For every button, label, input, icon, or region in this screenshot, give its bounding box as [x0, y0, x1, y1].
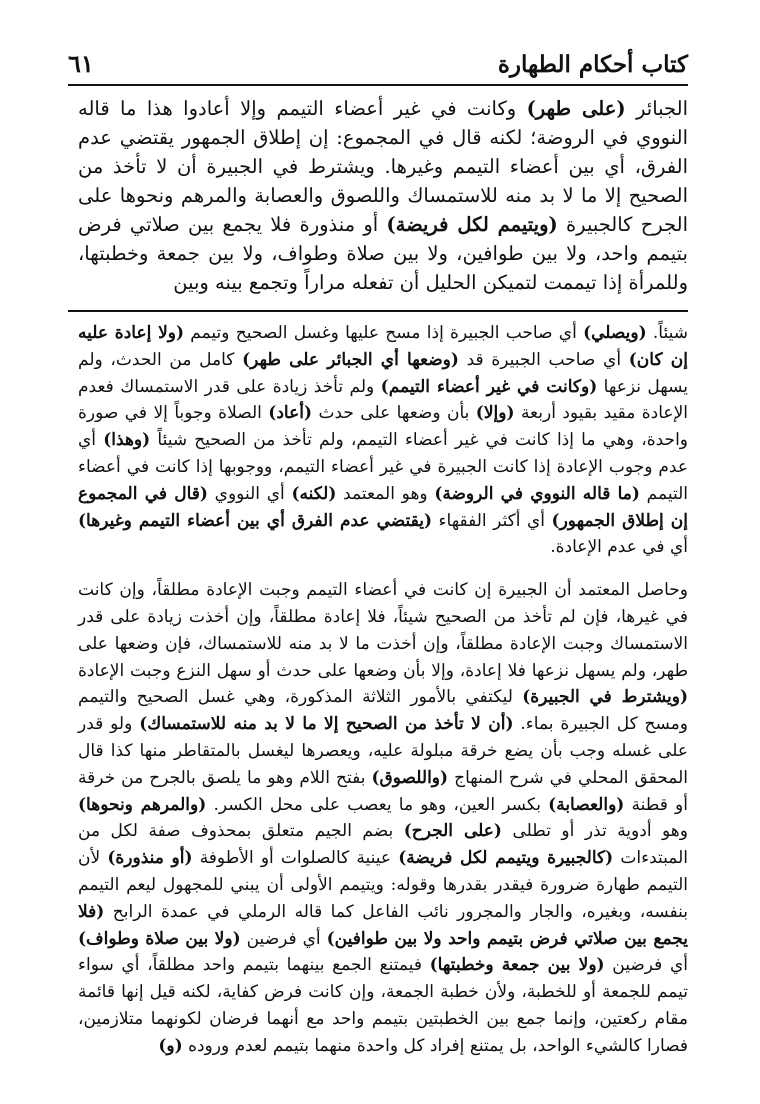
- main-text: [78, 94, 688, 297]
- text-segment: ولو قدر على غسله وجب بأن يضع خرقة مبلولة عليه، ويعصرها ليغسل بالمتقاطر منها كذا قال المحقق المحلي في شرح المنهاج: [78, 714, 689, 788]
- text-segment: أي فرضين: [604, 955, 688, 976]
- text-segment: شيئاً.: [646, 323, 688, 343]
- matn-quote: (أن لا تأخذ من الصحيح إلا ما لا بد منه للاستمساك): [139, 714, 514, 735]
- matn-quote: (ويصلي): [583, 323, 647, 343]
- text-segment: أو منذورة فلا يجمع بين صلاتي فرض بتيمم واحد، ولا بين طوافين، ولا بين صلاة وطواف، ولا بين جمعة وخطبتها، وللمرأة إذا تيممت لتميكن الحليل أن تفعله مراراً وتجمع بينه وبين: [78, 213, 688, 294]
- text-segment: فيمتنع الجمع بينهما بتيمم واحد مطلقاً، أي سواء تيمم للجمعة أو للخطبة، ولأن خطبة الجمعة، وإن كانت فرض كفاية، لكنه قيل إنها قائمة مقام ركعتين، وإنما جمع بين الخطبتين بتيمم واحد مع أنهما فرضان لكونهما متلازمين، فصارا كالشيء الواحد، بل يمتنع إفراد كل واحدة منهما بتيمم لعدم وروده: [78, 955, 688, 1056]
- commentary-paragraph-1: [78, 320, 688, 561]
- text-segment: أي فرضين: [240, 928, 327, 949]
- commentary-paragraph-2: [78, 577, 688, 1059]
- matn-quote: (و): [158, 1035, 183, 1056]
- text-segment: كامل من الحدث، ولم يسهل نزعها: [78, 349, 689, 397]
- text-segment: بأن وضعها على حدث: [312, 403, 476, 424]
- matn-quote: (وكانت في غير أعضاء التيمم): [380, 376, 598, 397]
- matn-quote: (على الجرح): [403, 821, 502, 842]
- text-segment: بضم الجيم متعلق بمحذوف صفة لكل من المبتدءات: [78, 821, 688, 869]
- text-segment: بكسر العين، وهو ما يعصب على محل الكسر.: [206, 794, 549, 815]
- matn-quote: (يقتضي عدم الفرق أي بين أعضاء التيمم وغيرها): [78, 510, 433, 531]
- text-segment: أي صاحب الجبيرة إذا مسح عليها وغسل الصحيح وتيمم: [184, 323, 584, 343]
- matn-quote: (كالجبيرة ويتيمم لكل فريضة): [398, 848, 614, 869]
- matn-quote: (ولا إعادة عليه إن كان): [78, 323, 688, 370]
- chapter-title: كتاب أحكام الطهارة: [497, 51, 688, 78]
- text-segment: الجبائر: [625, 97, 688, 120]
- matn-quote: (لكنه): [291, 483, 337, 504]
- text-segment: بفتح اللام وهو ما يلصق بالجرح من خرقة أو قطنة: [78, 767, 688, 815]
- matn-quote: (واللصوق): [371, 767, 449, 788]
- text-segment: وهو المعتمد: [336, 483, 435, 504]
- text-segment: أي أكثر الفقهاء: [432, 510, 552, 531]
- text-segment: الصلاة وجوباً إلا في صورة واحدة، وهي ما إذا كانت في غير أعضاء التيمم، ولم تأخذ من الصحيح شيئاً: [78, 403, 688, 451]
- matn-quote: (ولا بين صلاة وطواف): [78, 928, 241, 949]
- text-segment: أي النووي: [207, 483, 292, 504]
- page-number: ٦١: [68, 49, 94, 78]
- matn-quote: (أو منذورة): [107, 848, 193, 869]
- matn-quote: (ويتيمم لكل فريضة): [386, 213, 558, 236]
- matn-quote: (على طهر): [526, 97, 626, 120]
- text-segment: أي عدم وجوب الإعادة إذا كانت الجبيرة في غير أعضاء التيمم، ووجوبها إذا كانت في أعضاء التيمم: [78, 430, 688, 504]
- text-segment: أي صاحب الجبيرة قد: [458, 349, 629, 370]
- matn-quote: (وضعها أي الجبائر على طهر): [242, 349, 459, 370]
- text-segment: ليكتفي بالأمور الثلاثة المذكورة، وهي غسل الصحيح والتيمم ومسح كل الجبيرة بماء.: [78, 687, 688, 735]
- matn-quote: (قال في المجموع إن إطلاق الجمهور): [78, 483, 688, 531]
- text-segment: أي في عدم الإعادة.: [550, 537, 688, 558]
- text-segment: عينية كالصلوات أو الأطوفة: [192, 848, 399, 869]
- matn-quote: (والعصابة): [548, 794, 625, 815]
- text-segment: وحاصل المعتمد أن الجبيرة إن كانت في أعضاء التيمم وجبت الإعادة مطلقاً، وإن كانت في غيرها، فإن لم تأخذ من الصحيح شيئاً، فلا إعادة مطلقاً، وإن أخذت زيادة على قدر الاستمساك وجبت الإعادة مطلقاً، وإن أخذت ما لا بد منه للاستمساك، فإن وضعها على طهر، ولم يسهل نزعها فلا إعادة، وإلا بأن وضعها على حدث أو سهل النزع وجبت الإعادة: [78, 580, 688, 681]
- footnote-divider: [68, 310, 688, 312]
- text-segment: لأن التيمم طهارة ضرورة فيقدر بقدرها وقوله: ويتيمم الأولى أن يبني للمجهول ليعم التيمم بنفسه، وبغيره، والجار والمجرور نائب الفاعل كما قاله الرملي في عمدة الرابح: [78, 848, 688, 922]
- main-text-paragraph: [78, 94, 688, 297]
- page-header: [68, 34, 688, 86]
- matn-quote: (والمرهم ونحوها): [78, 794, 207, 815]
- text-segment: ولم تأخذ زيادة على قدر الاستمساك فعدم الإعادة مقيد بقيود أربعة: [78, 376, 688, 424]
- matn-quote: (فلا يجمع بين صلاتي فرض بتيمم واحد ولا بين طوافين): [78, 901, 688, 949]
- commentary: [78, 320, 688, 1060]
- matn-quote: (وهذا): [103, 430, 151, 451]
- text-segment: وكانت في غير أعضاء التيمم وإلا أعادوا هذا ما قاله النووي في الروضة؛ لكنه قال في المجموع: إن إطلاق الجمهور يقتضي عدم الفرق، أي بين أعضاء التيمم وغيرها. ويشترط في الجبيرة أن لا تأخذ من الصحيح إلا ما لا بد منه للاستمساك واللصوق والعصابة والمرهم ونحوها على الجرح كالجبيرة: [78, 97, 688, 236]
- matn-quote: (ويشترط في الجبيرة): [522, 687, 688, 708]
- matn-quote: (وإلا): [475, 403, 515, 424]
- text-segment: وهو أدوية تذر أو تطلى: [501, 821, 688, 842]
- matn-quote: (أعاد): [268, 403, 313, 424]
- matn-quote: (ما قاله النووي في الروضة): [434, 483, 640, 504]
- matn-quote: (ولا بين جمعة وخطبتها): [429, 955, 605, 976]
